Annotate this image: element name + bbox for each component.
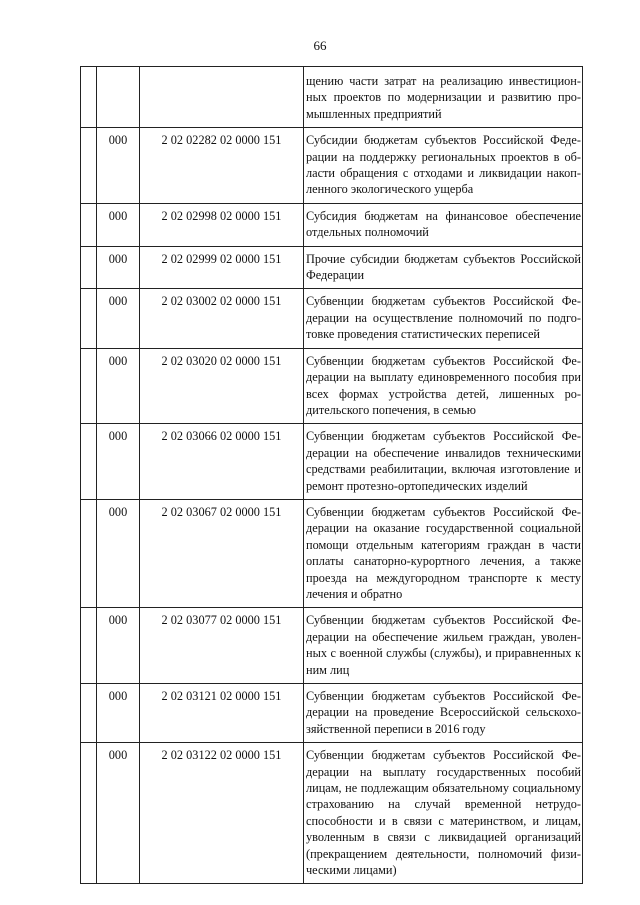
income-name-cell: Субвенции бюджетам субъектов Российской Федерации на выплату единовременного пособия при всех формах устройства детей, лишенных родительского попечения, в семью [304,348,583,424]
blank-cell [81,499,97,607]
income-name-cell: Субвенции бюджетам субъектов Российской Федерации на выплату государственных пособий лицам, не подлежащим обязательному социальному страхованию на случай временной нетрудоспособности и в связи с материнством, и лицам, уволенным в связи с ликвидацией организаций (прекращением деятельности, полномочий физическими лицами) [304,743,583,884]
table-row [81,203,583,246]
income-name-cell: Субвенции бюджетам субъектов Российской Федерации на проведение Всероссийской сельскохозяйственной переписи в 2016 году [304,684,583,743]
admin-code-cell [97,67,140,128]
blank-cell [81,246,97,289]
income-name-cell: Субвенции бюджетам субъектов Российской Федерации на обеспечение инвалидов техническими средствами реабилитации, включая изготовление и ремонт протезно-ортопедических изделий [304,424,583,500]
income-name-cell: Субсидии бюджетам субъектов Российской Федерации на поддержку региональных проектов в области обращения с отходами и ликвидации накопленного экологического ущерба [304,128,583,204]
admin-code-cell: 000 [97,289,140,348]
table-row [81,246,583,289]
admin-code-cell: 000 [97,424,140,500]
blank-cell [81,128,97,204]
budget-code-cell: 2 02 03002 02 0000 151 [140,289,304,348]
admin-code-cell: 000 [97,246,140,289]
table-row [81,289,583,348]
blank-cell [81,203,97,246]
admin-code-cell: 000 [97,608,140,684]
table-row [81,424,583,500]
admin-code-cell: 000 [97,684,140,743]
budget-code-cell: 2 02 02999 02 0000 151 [140,246,304,289]
page-number: 66 [313,38,327,53]
admin-code-cell: 000 [97,203,140,246]
budget-code-cell: 2 02 03121 02 0000 151 [140,684,304,743]
blank-cell [81,289,97,348]
blank-cell [81,608,97,684]
budget-code-cell: 2 02 02998 02 0000 151 [140,203,304,246]
table-row [81,743,583,884]
table-row [81,67,583,128]
income-name-cell: Субвенции бюджетам субъектов Российской Федерации на оказание государственной социальной помощи отдельным категориям граждан в части оплаты санаторно-курортного лечения, а также проезда на междугородном транспорте к месту лечения и обратно [304,499,583,607]
admin-code-cell: 000 [97,128,140,204]
budget-code-cell [140,67,304,128]
admin-code-cell: 000 [97,743,140,884]
budget-code-cell: 2 02 03020 02 0000 151 [140,348,304,424]
admin-code-cell: 000 [97,499,140,607]
budget-code-cell: 2 02 02282 02 0000 151 [140,128,304,204]
budget-code-cell: 2 02 03122 02 0000 151 [140,743,304,884]
blank-cell [81,743,97,884]
income-name-cell: Субвенции бюджетам субъектов Российской Федерации на обеспечение жильем граждан, уволенных с военной службы (службы), и приравненных к ним лиц [304,608,583,684]
table-row [81,128,583,204]
budget-code-cell: 2 02 03067 02 0000 151 [140,499,304,607]
income-name-cell: Субсидия бюджетам на финансовое обеспечение отдельных полномочий [304,203,583,246]
budget-code-cell: 2 02 03077 02 0000 151 [140,608,304,684]
budget-code-cell: 2 02 03066 02 0000 151 [140,424,304,500]
income-name-cell: щению части затрат на реализацию инвестиционных проектов по модернизации и развитию промышленных предприятий [304,67,583,128]
budget-classification-table [80,66,583,884]
admin-code-cell: 000 [97,348,140,424]
blank-cell [81,348,97,424]
blank-cell [81,67,97,128]
income-name-cell: Прочие субсидии бюджетам субъектов Российской Федерации [304,246,583,289]
income-name-cell: Субвенции бюджетам субъектов Российской Федерации на осуществление полномочий по подготовке проведения статистических переписей [304,289,583,348]
blank-cell [81,684,97,743]
blank-cell [81,424,97,500]
table-row [81,608,583,684]
table-row [81,684,583,743]
table-row [81,499,583,607]
table-row [81,348,583,424]
